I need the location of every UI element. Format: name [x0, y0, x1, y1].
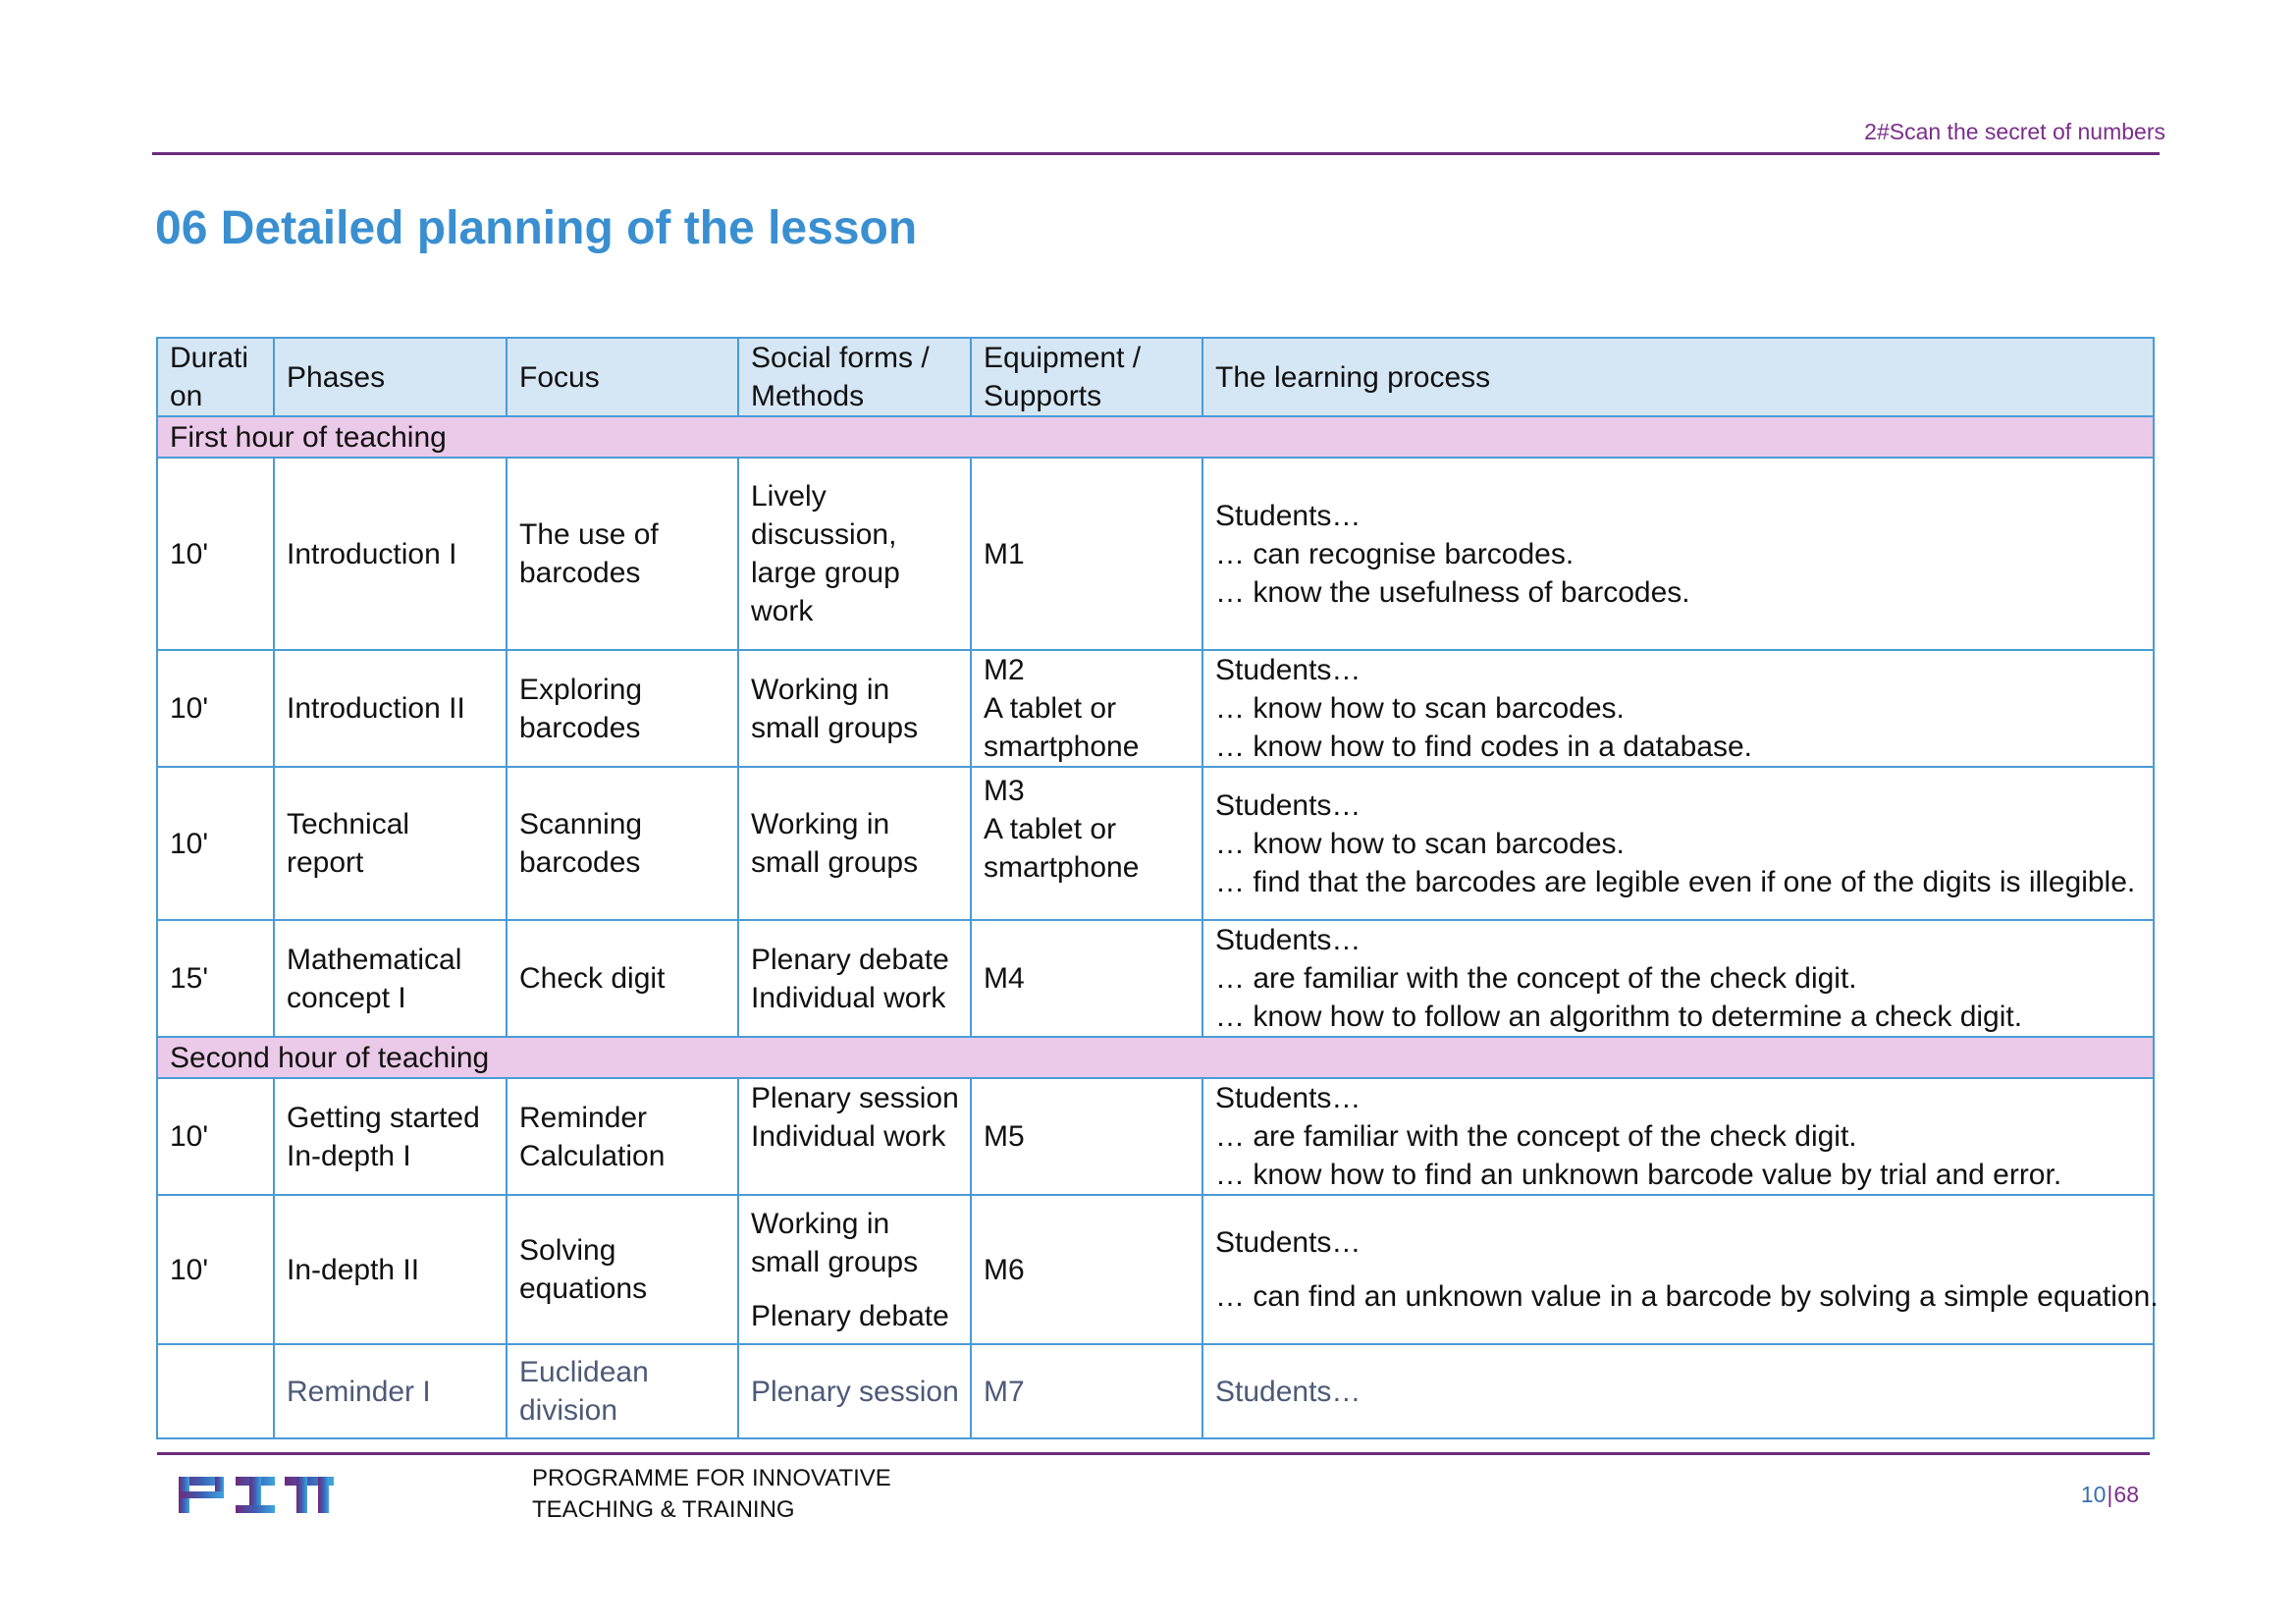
social-forms-cell: Working in small groups	[738, 650, 971, 767]
header-divider	[152, 152, 2160, 155]
table-header-row	[157, 338, 2154, 416]
duration-cell: 10'	[157, 1078, 274, 1195]
equipment-cell: M1	[971, 458, 1202, 650]
phase-cell: Mathematical concept I	[274, 920, 507, 1037]
equipment-cell: M2 A tablet or smartphone	[971, 650, 1202, 767]
header-learning-process: The learning process	[1202, 338, 2154, 416]
learning-process-cell: Students… … know how to scan barcodes. … know how to find codes in a database.	[1202, 650, 2154, 767]
page-separator: |	[2107, 1482, 2113, 1507]
page-number	[2081, 1482, 2139, 1508]
learning-process-cell: Students… … are familiar with the concept of the check digit. … know how to follow an algorithm to determine a check digit.	[1202, 920, 2154, 1037]
programme-name: PROGRAMME FOR INNOVATIVE TEACHING & TRAINING	[532, 1465, 891, 1523]
duration-cell: 10'	[157, 767, 274, 920]
duration-cell: 10'	[157, 1195, 274, 1344]
document-title: 2#Scan the secret of numbers	[1864, 119, 2165, 144]
learning-process-cell: Students…	[1202, 1344, 2154, 1438]
section-row	[157, 416, 2154, 458]
phase-cell: Technical report	[274, 767, 507, 920]
phase-cell: Getting started In-depth I	[274, 1078, 507, 1195]
table-row	[157, 458, 2154, 650]
header-focus: Focus	[507, 338, 738, 416]
equipment-cell: M3 A tablet or smartphone	[971, 767, 1202, 920]
section-label: First hour of teaching	[157, 416, 2154, 458]
phase-cell: Reminder I	[274, 1344, 507, 1438]
table-row	[157, 767, 2154, 920]
phase-cell: Introduction II	[274, 650, 507, 767]
duration-cell: 15'	[157, 920, 274, 1037]
social-forms-cell: Lively discussion, large group work	[738, 458, 971, 650]
learning-process-cell: Students… … can find an unknown value in a barcode by solving a simple equation.	[1202, 1195, 2154, 1344]
social-forms-cell: Working in small groups Plenary debate	[738, 1195, 971, 1344]
focus-cell: Solving equations	[507, 1195, 738, 1344]
social-forms-cell: Working in small groups	[738, 767, 971, 920]
header-duration: Durati on	[157, 338, 274, 416]
learning-process-cell: Students… … are familiar with the concept of the check digit. … know how to find an unknown barcode value by trial and error.	[1202, 1078, 2154, 1195]
page-current: 10	[2080, 1482, 2107, 1507]
table-row	[157, 1195, 2154, 1344]
phase-cell: In-depth II	[274, 1195, 507, 1344]
phase-cell: Introduction I	[274, 458, 507, 650]
learning-process-cell: Students… … know how to scan barcodes. … find that the barcodes are legible even if one of the digits is illegible.	[1202, 767, 2154, 920]
duration-cell	[157, 1344, 274, 1438]
learning-process-cell: Students… … can recognise barcodes. … know the usefulness of barcodes.	[1202, 458, 2154, 650]
page-total: 68	[2113, 1482, 2139, 1507]
lesson-plan-table	[156, 337, 2159, 1439]
duration-cell: 10'	[157, 458, 274, 650]
focus-cell: Reminder Calculation	[507, 1078, 738, 1195]
focus-cell: Exploring barcodes	[507, 650, 738, 767]
equipment-cell: M6	[971, 1195, 1202, 1344]
header-social-forms: Social forms / Methods	[738, 338, 971, 416]
table-row	[157, 1344, 2154, 1438]
equipment-cell: M7	[971, 1344, 1202, 1438]
header-phases: Phases	[274, 338, 507, 416]
table-row	[157, 920, 2154, 1037]
footer-divider	[157, 1452, 2150, 1455]
duration-cell: 10'	[157, 650, 274, 767]
equipment-cell: M5	[971, 1078, 1202, 1195]
section-label: Second hour of teaching	[157, 1037, 2154, 1078]
focus-cell: Scanning barcodes	[507, 767, 738, 920]
pit-logo	[175, 1473, 337, 1517]
section-row	[157, 1037, 2154, 1078]
social-forms-cell: Plenary session	[738, 1344, 971, 1438]
focus-cell: Euclidean division	[507, 1344, 738, 1438]
table-row	[157, 1078, 2154, 1195]
social-forms-cell: Plenary debate Individual work	[738, 920, 971, 1037]
table-row	[157, 650, 2154, 767]
focus-cell: The use of barcodes	[507, 458, 738, 650]
equipment-cell: M4	[971, 920, 1202, 1037]
page-title: 06 Detailed planning of the lesson	[155, 202, 918, 254]
header-equipment: Equipment / Supports	[971, 338, 1202, 416]
social-forms-cell: Plenary session Individual work	[738, 1078, 971, 1195]
focus-cell: Check digit	[507, 920, 738, 1037]
